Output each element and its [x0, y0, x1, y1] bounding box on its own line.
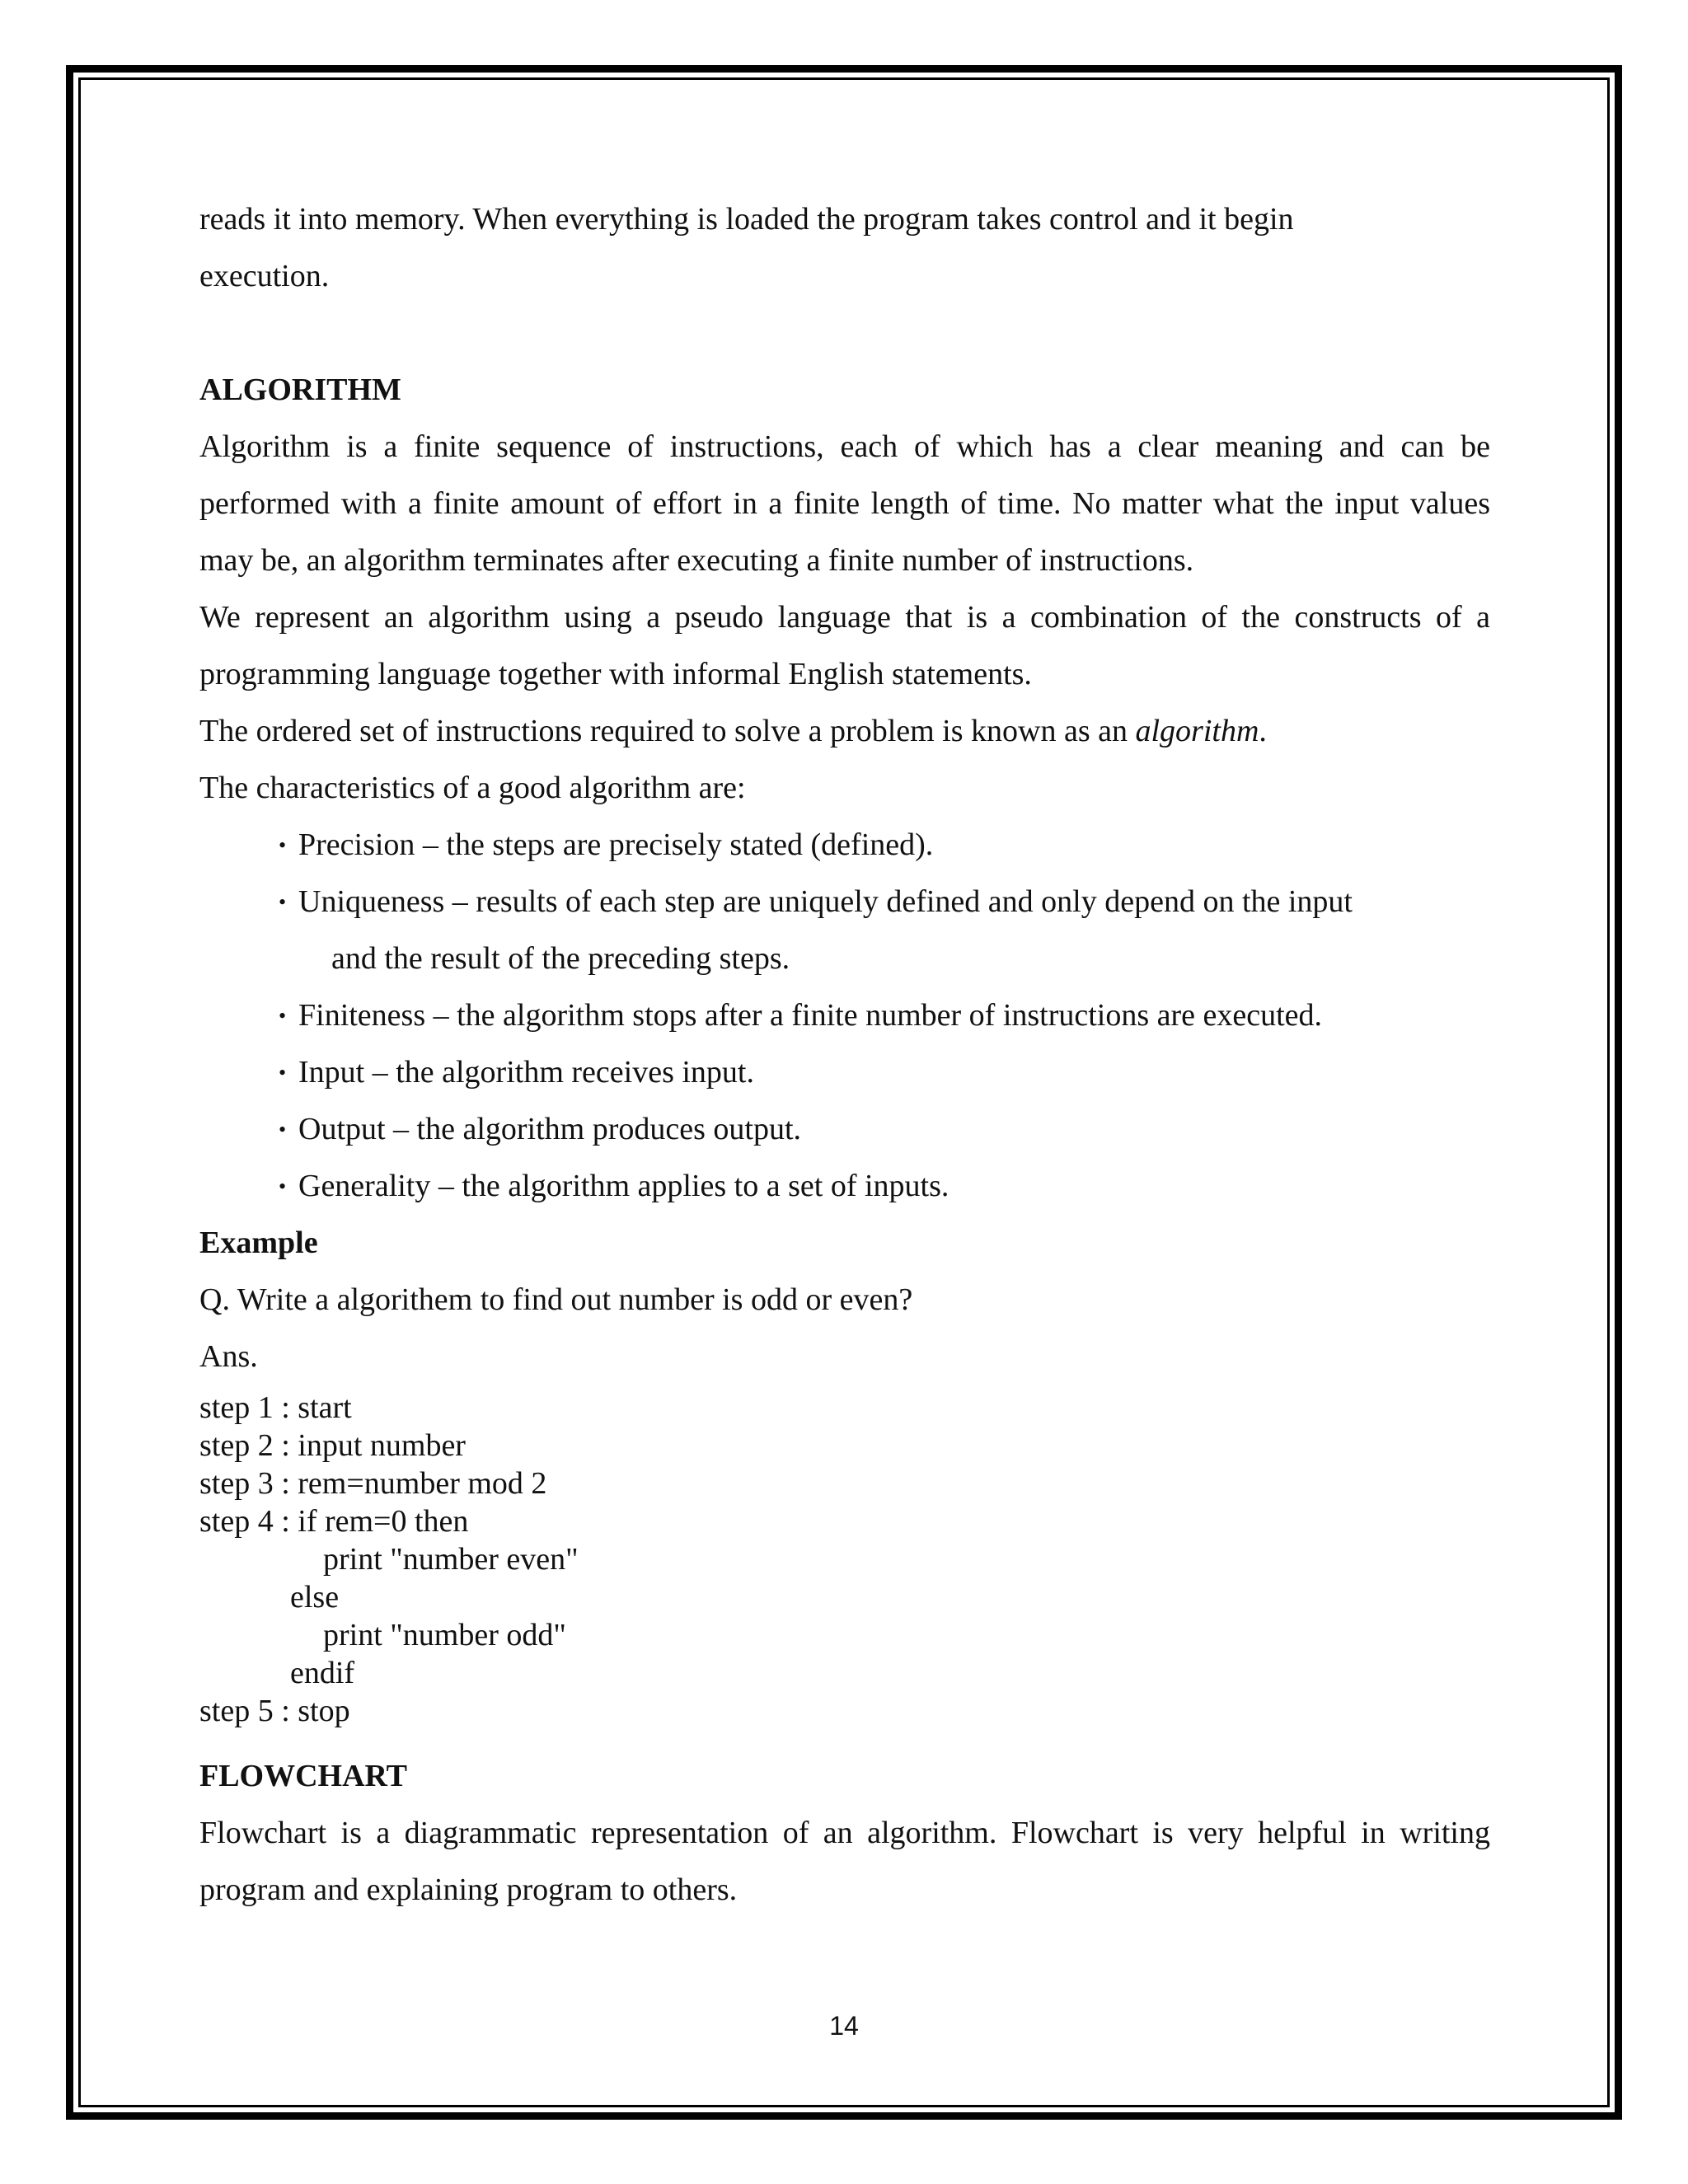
bullet-icon: • — [279, 890, 287, 914]
characteristics-list — [199, 817, 1490, 1215]
bullet-icon: • — [279, 833, 287, 857]
list-item — [279, 1158, 1490, 1215]
characteristic-output: Output – the algorithm produces output. — [298, 1112, 802, 1146]
characteristic-uniqueness-continued: and the result of the preceding steps. — [331, 941, 790, 976]
list-item — [279, 817, 1490, 874]
characteristic-generality: Generality – the algorithm applies to a set of inputs. — [298, 1169, 950, 1203]
list-item — [279, 1044, 1490, 1101]
characteristics-intro: The characteristics of a good algorithm are: — [199, 771, 746, 805]
example-question: Q. Write a algorithem to find out number is odd or even? — [199, 1282, 913, 1317]
flowchart-heading: FLOWCHART — [199, 1759, 408, 1793]
section-gap — [199, 1730, 1490, 1748]
list-item — [279, 1101, 1490, 1158]
algorithm-representation: We represent an algorithm using a pseudo language that is a combination of the constructs of a programming language together with informal English statements. — [199, 600, 1490, 691]
bullet-icon: • — [279, 1061, 287, 1085]
characteristic-finiteness: Finiteness – the algorithm stops after a finite number of instructions are executed. — [298, 998, 1323, 1033]
example-answer-label: Ans. — [199, 1339, 258, 1374]
step-line: print "number odd" — [323, 1618, 566, 1652]
intro-line-1: reads it into memory. When everything is loaded the program takes control and it begin — [199, 202, 1294, 237]
algorithm-ordered-set — [199, 703, 1490, 760]
algorithm-heading: ALGORITHM — [199, 373, 401, 407]
section-gap — [199, 305, 1490, 362]
list-item — [279, 987, 1490, 1044]
example-heading: Example — [199, 1226, 318, 1260]
step-line: step 4 : if rem=0 then — [199, 1504, 469, 1539]
characteristic-precision: Precision – the steps are precisely stated (defined). — [298, 827, 934, 862]
step-line: step 1 : start — [199, 1390, 352, 1425]
step-line: step 5 : stop — [199, 1694, 350, 1728]
page-number: 14 — [829, 2011, 859, 2041]
intro-line-2: execution. — [199, 259, 330, 293]
step-line: step 2 : input number — [199, 1428, 466, 1463]
characteristic-uniqueness: Uniqueness – results of each step are uniquely defined and only depend on the input — [298, 884, 1353, 919]
bullet-icon: • — [279, 1118, 287, 1141]
flowchart-definition: Flowchart is a diagrammatic representation of an algorithm. Flowchart is very helpful in writing program and explaining program to others. — [199, 1816, 1490, 1907]
step-line: endif — [290, 1656, 355, 1690]
list-item — [279, 874, 1490, 987]
step-line: else — [290, 1580, 340, 1615]
algorithm-definition: Algorithm is a finite sequence of instructions, each of which has a clear meaning and can be performed with a finite amount of effort in a finite length of time. No matter what the input values may be, an algorithm terminates after executing a finite number of instructions. — [199, 429, 1490, 578]
algorithm-steps — [199, 1389, 1490, 1730]
bullet-icon: • — [279, 1174, 287, 1198]
ordered-set-period: . — [1259, 714, 1267, 748]
bullet-icon: • — [279, 1004, 287, 1028]
step-line: print "number even" — [323, 1542, 579, 1577]
ordered-set-italic: algorithm — [1135, 714, 1259, 748]
page-content — [199, 191, 1490, 1919]
ordered-set-text: The ordered set of instructions required to solve a problem is known as an — [199, 714, 1136, 748]
step-line: step 3 : rem=number mod 2 — [199, 1466, 547, 1501]
characteristic-input: Input – the algorithm receives input. — [298, 1055, 754, 1090]
